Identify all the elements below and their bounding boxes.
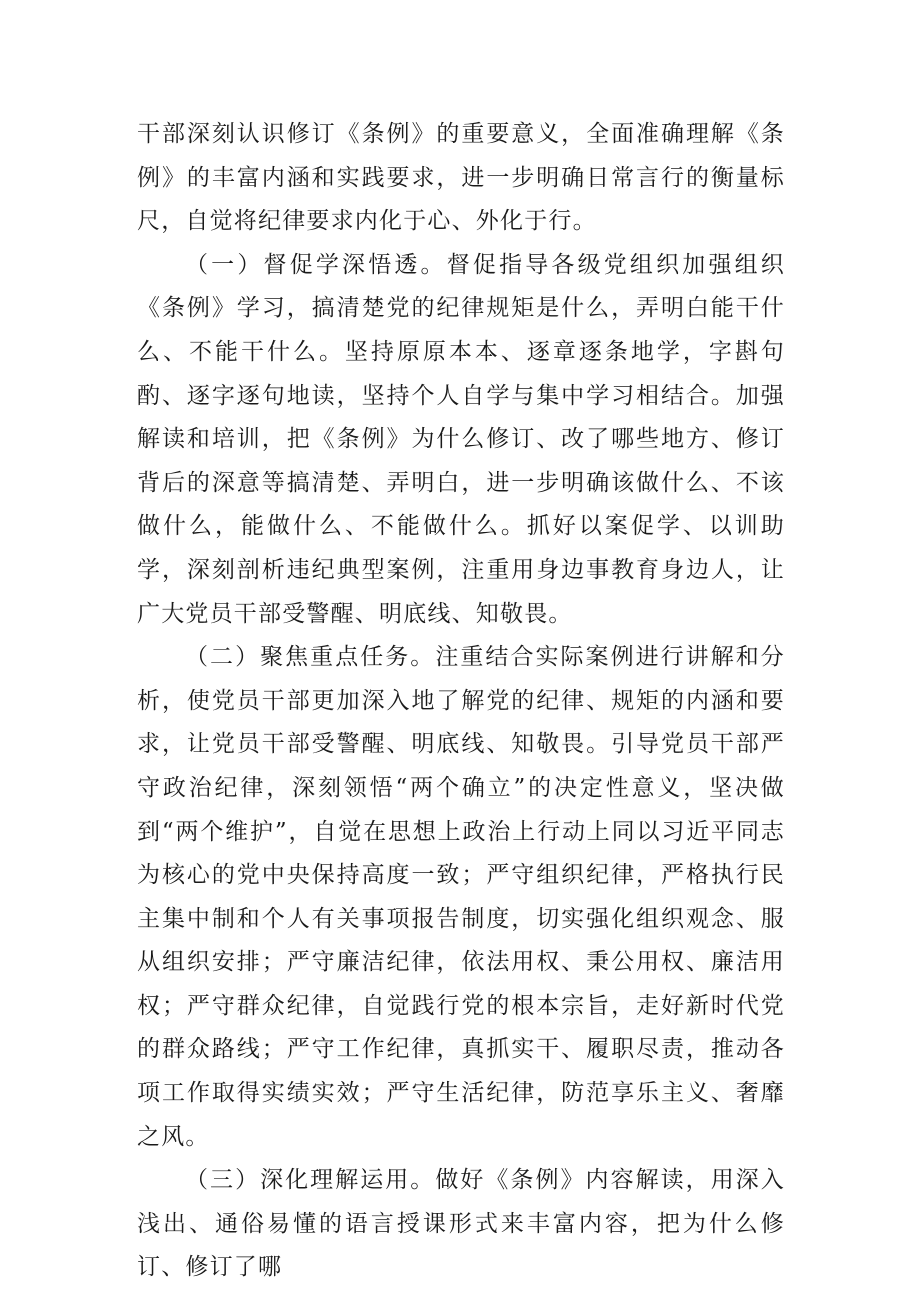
document-body: [137, 113, 785, 1290]
paragraph-section-2: （二）聚焦重点任务。注重结合实际案例进行讲解和分析，使党员干部更加深入地了解党的纪律、规矩的内涵和要求，让党员干部受警醒、明底线、知敬畏。引导党员干部严守政治纪律，深刻领悟“两个确立”的决定性意义，坚决做到“两个维护”，自觉在思想上政治上行动上同以习近平同志为核心的党中央保持高度一致；严守组织纪律，严格执行民主集中制和个人有关事项报告制度，切实强化组织观念、服从组织安排；严守廉洁纪律，依法用权、秉公用权、廉洁用权；严守群众纪律，自觉践行党的根本宗旨，走好新时代党的群众路线；严守工作纪律，真抓实干、履职尽责，推动各项工作取得实绩实效；严守生活纪律，防范享乐主义、奢靡之风。: [137, 644, 785, 1150]
paragraph-section-3: （三）深化理解运用。做好《条例》内容解读，用深入浅出、通俗易懂的语言授课形式来丰富内容，把为什么修订、修订了哪: [137, 1167, 785, 1281]
paragraph-section-1: （一）督促学深悟透。督促指导各级党组织加强组织《条例》学习，搞清楚党的纪律规矩是什么，弄明白能干什么、不能干什么。坚持原原本本、逐章逐条地学，字斟句酌、逐字逐句地读，坚持个人自学与集中学习相结合。加强解读和培训，把《条例》为什么修订、改了哪些地方、修订背后的深意等搞清楚、弄明白，进一步明确该做什么、不该做什么，能做什么、不能做什么。抓好以案促学、以训助学，深刻剖析违纪典型案例，注重用身边事教育身边人，让广大党员干部受警醒、明底线、知敬畏。: [137, 251, 785, 627]
paragraph-continuation: 干部深刻认识修订《条例》的重要意义，全面准确理解《条例》的丰富内涵和实践要求，进一步明确日常言行的衡量标尺，自觉将纪律要求内化于心、外化于行。: [137, 121, 785, 235]
